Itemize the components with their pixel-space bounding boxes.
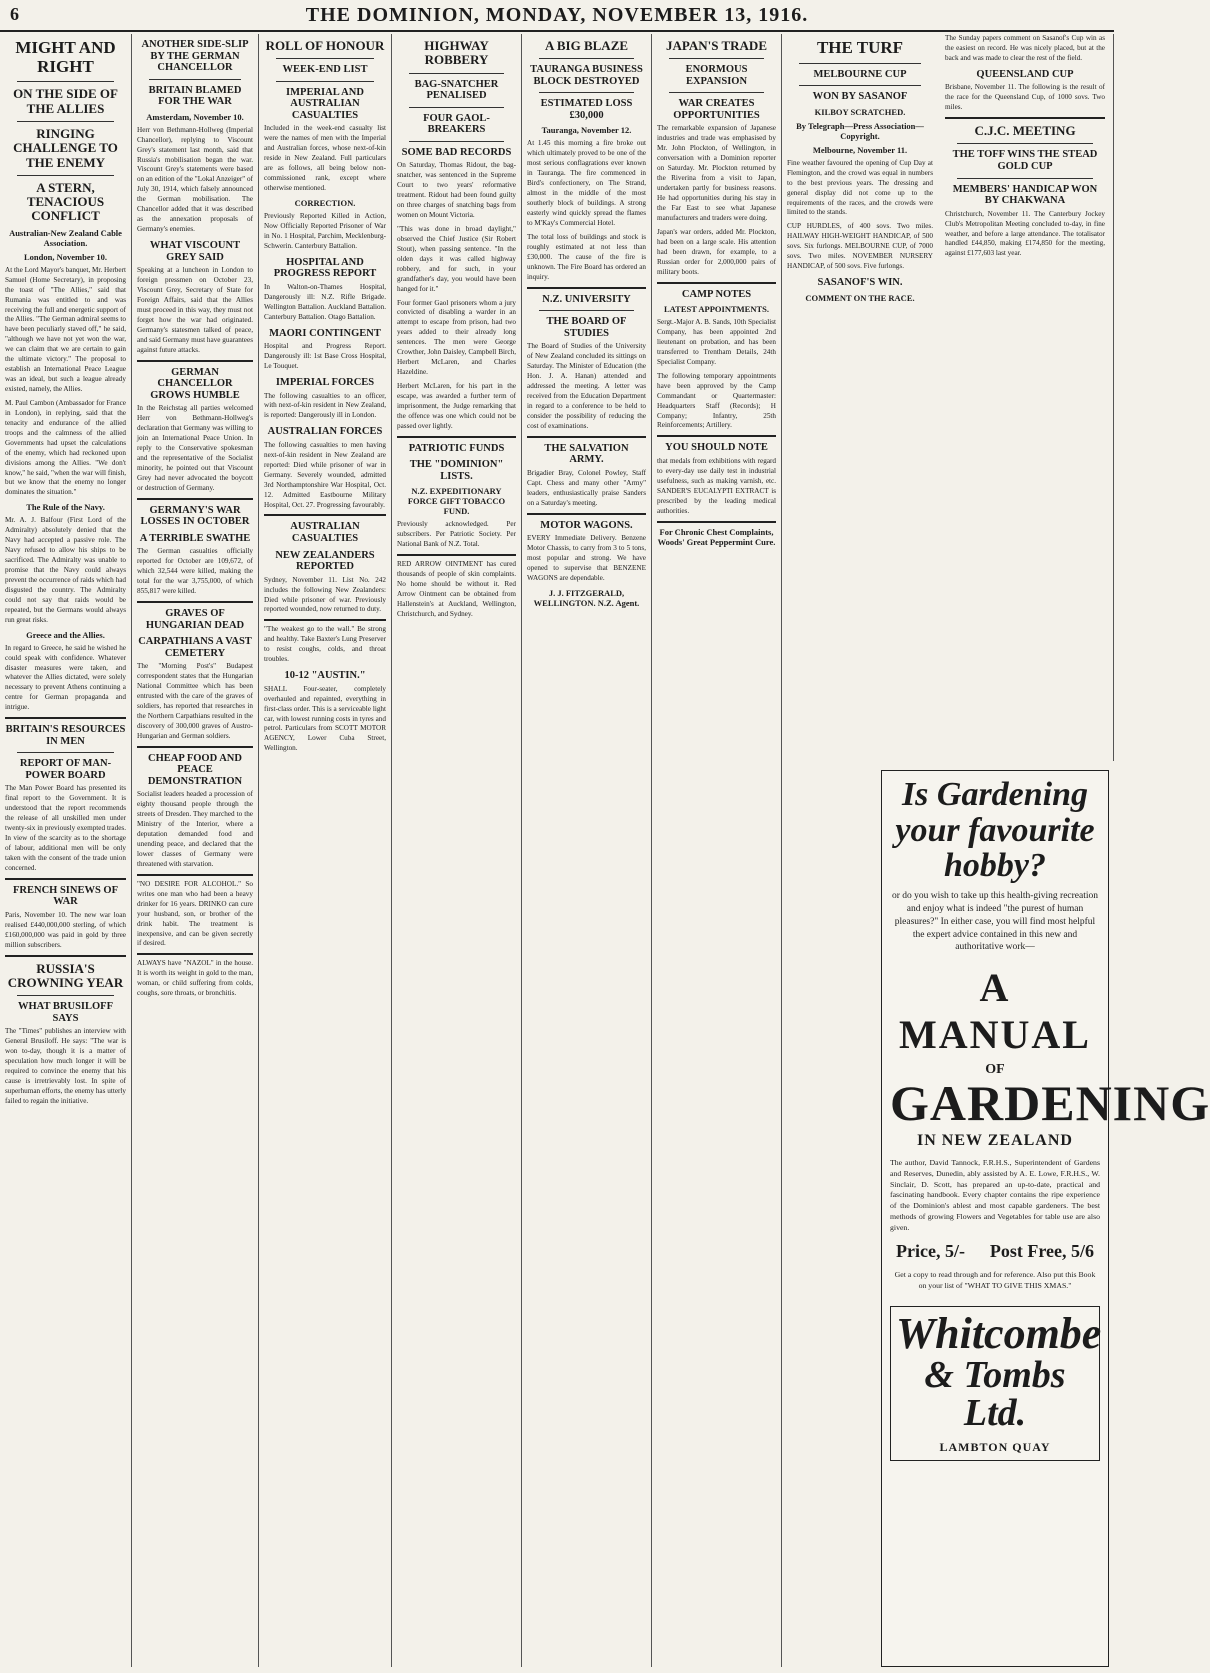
subheading: N.Z. EXPEDITIONARY FORCE GIFT TOBACCO FUND. xyxy=(407,486,506,517)
headline: GRAVES OF HUNGARIAN DEAD xyxy=(145,607,245,631)
headline: FOUR GAOL-BREAKERS xyxy=(423,112,490,136)
headline: HOSPITAL AND PROGRESS REPORT xyxy=(273,256,377,280)
headline: MELBOURNE CUP xyxy=(813,68,907,80)
column-1 xyxy=(0,34,132,1667)
article-text: Sydney, November 11. List No. 242 includes the following New Zealanders: Died while prisoner of war. Previously reported wounded, now returned to duty. xyxy=(264,575,386,614)
advertisement-text: For Chronic Chest Complaints, Woods' Great Peppermint Cure. xyxy=(657,526,776,547)
headline: IMPERIAL AND AUSTRALIAN CASUALTIES xyxy=(286,86,364,121)
article-text: Brigadier Bray, Colonel Powley, Staff Capt. Chess and many other "Army" leaders, enthusiastically praise Sanders on a Saturday's meeting. xyxy=(527,468,646,507)
source-line: Australian-New Zealand Cable Association. xyxy=(9,227,122,248)
headline: BRITAIN'S RESOURCES IN MEN xyxy=(5,724,126,747)
article-text: Socialist leaders headed a procession of eighty thousand people through the streets of Dresden. They marched to the Ministry of the Interior, where a deputation demanded food and unending peace, and declared that the lower classes of Germany were threatened with starvation. xyxy=(137,790,253,868)
article-text: Speaking at a luncheon in London to foreign pressmen on October 23, Viscount Grey, Secretary of State for Foreign Affairs, said that the Allies must proceed in this way, they must not forget how the war had originated. Germany's statesmen talked of peace, and said Germany must have guarantees against future attacks. xyxy=(137,266,253,354)
headline: PATRIOTIC FUNDS xyxy=(408,442,505,454)
advert-post: Post Free, 5/6 xyxy=(989,1241,1094,1262)
article-text: In regard to Greece, he said he wished he could speak with confidence. Whatever disaster measures were taken, and whatever the Allies dictated, were solely necessary to prevent Athens continuing a centre for German propaganda and intrigue. xyxy=(5,643,126,712)
headline: FRENCH SINEWS OF WAR xyxy=(12,884,118,908)
advertisement-text: EVERY Immediate Delivery. Benzene Motor Chassis, to carry from 3 to 5 tons, most popular and strong. We have opened to supervise that BENZENE WAGONS are dependable. xyxy=(527,534,646,582)
article-text: On Saturday, Thomas Ridout, the bag-snatcher, was sentenced in the Supreme Court to two years' reformative treatment. Ridout had been found guilty on three charges of snatching bags from women on Mount Victoria. xyxy=(397,161,516,220)
publisher-name-2: & Tombs Ltd. xyxy=(924,1353,1066,1434)
headline: A BIG BLAZE xyxy=(544,38,629,53)
subheading: LATEST APPOINTMENTS. xyxy=(663,304,770,315)
advert-price-row xyxy=(896,1241,1094,1262)
headline: MEMBERS' HANDICAP WON BY CHAKWANA xyxy=(952,183,1098,207)
article-text: The following casualties to an officer, with next-of-kin resident in New Zealand, is reported: Dangerously ill in London. xyxy=(264,391,386,420)
subheading: KILBOY SCRATCHED. xyxy=(814,106,906,117)
article-text: At the Lord Mayor's banquet, Mr. Herbert Samuel (Home Secretary), in proposing the toast of "The Allies," said that Rumania was entitled to and was receiving the full and energetic support of the Allies. "The German admiral seems to have been peculiarly staved off," he said, "although we have not yet won the war, we can claim that we are certain to gain the ultimate victory." The proposal to establish an International Peace League was an ideal, but such a league already existed, namely, the Allies. xyxy=(5,265,126,393)
subheading: The Rule of the Navy. xyxy=(26,502,105,513)
advert-price: Price, 5/- xyxy=(896,1241,965,1262)
publisher-name: Whitcombe xyxy=(896,1308,1102,1358)
headline: THE SALVATION ARMY. xyxy=(544,442,629,466)
headline: CHEAP FOOD AND PEACE DEMONSTRATION xyxy=(147,752,243,787)
article-text: Mr. A. J. Balfour (First Lord of the Admiralty) absolutely denied that the Navy had accepted a passive role. The Navy refused to allow his ships to be sacrificed. The Admiralty was unable to promise that the Navy could always prevent the occurrence of raids which had disgusted the country. The Admiralty could not say that raids would be repeated, but the Germans would always run great risks. xyxy=(5,516,126,624)
column-5 xyxy=(522,34,652,1667)
advertisement-text: RED ARROW OINTMENT has cured thousands of people of skin complaints. No home should be without it. Red Arrow Ointment can be obtained from Hallenstein's at Auckland, Wellington, Christchurch, and Sydney. xyxy=(397,560,516,618)
headline: SOME BAD RECORDS xyxy=(401,146,512,158)
headline: THE TOFF WINS THE STEAD GOLD CUP xyxy=(952,149,1098,173)
headline: THE TURF xyxy=(816,38,904,57)
article-text: The Board of Studies of the University of New Zealand concluded its sittings on Saturday. The Minister of Education (the Hon. J. A. Hanan) attended and addressed the meeting. A letter was received from the Education Department in regard to a conference to be held to consider the possibility of reducing the cost of examinations. xyxy=(527,342,646,430)
headline: WEEK-END LIST xyxy=(282,64,368,76)
article-text: Previously acknowledged. Per subscribers. Per Patriotic Society. Per National Bank of N.Z. Total. xyxy=(397,520,516,549)
headline: BAG-SNATCHER PENALISED xyxy=(414,78,499,102)
article-text: Japan's war orders, added Mr. Plockton, had been on a large scale. His attention had been drawn, for example, to a Russian order for 2,000,000 pairs of military boots. xyxy=(657,227,776,276)
headline: WON BY SASANOF xyxy=(812,91,908,103)
article-text: The "Morning Post's" Budapest correspondent states that the Hungarian National Committee which has been entrusted with the care of the graves of soldiers, has reported that researches in the Northern Carpathians resulted in the discovery of 300,000 graves of Austro-Hungarian and German soldiers. xyxy=(137,662,253,740)
headline: JAPAN'S TRADE xyxy=(665,38,767,53)
article-text: The remarkable expansion of Japanese industries and trade was emphasised by Mr. John Plockton, of Wellington, in conversation with a Dominion reporter on Saturday. Mr. Plockton returned by the Riverina from a visit to Japan, undertaken partly for business reasons. He had opportunities during his stay in the Far East to see what Japanese manufacturers and traders were doing. xyxy=(657,124,776,222)
advertisement-text: "The weakest go to the wall." Be strong and healthy. Take Baxter's Lung Preserver to resist coughs, colds, and throat troubles. xyxy=(264,625,386,664)
headline: WAR CREATES OPPORTUNITIES xyxy=(673,98,760,121)
headline: CARPATHIANS A VAST CEMETERY xyxy=(138,636,252,659)
column-6 xyxy=(652,34,782,1667)
headline: ANOTHER SIDE-SLIP BY THE GERMAN CHANCELLOR xyxy=(141,39,249,74)
article-text: Herr von Bethmann-Hollweg (Imperial Chancellor), replying to Viscount Grey's statement last month, said that Russia's mobilisation began the war. Viscount Grey's statements were based on an edition of the "Lokal Anzeiger" of July 30, 1914, which falsely announced the German mobilisation. The Chancellor added that it was described as the annexation proposals of Germany's enemies. xyxy=(137,125,253,234)
headline: THE BOARD OF STUDIES xyxy=(546,316,627,339)
column-2 xyxy=(132,34,259,1667)
headline: QUEENSLAND CUP xyxy=(976,68,1074,80)
turf-section xyxy=(787,34,933,307)
dateline: Tauranga, November 12. xyxy=(541,125,632,136)
subheading: COMMENT ON THE RACE. xyxy=(805,292,915,303)
article-text: Hospital and Progress Report. Dangerously ill: 1st Base Cross Hospital, Le Touquet. xyxy=(264,342,386,371)
article-text: Christchurch, November 11. The Canterbury Jockey Club's Metropolitan Meeting concluded to-day, in fine weather, and before a large attendance. The totalisator handled £44,850, making £174,850 for the meeting, against £177,603 last year. xyxy=(945,209,1105,258)
article-text: The following casualties to men having next-of-kin resident in New Zealand are reported: Died while prisoner of war in Germany. Severely wounded, admitted 3rd Northamptonshire War Hospital, Oct. 12. Admitted Eastbourne Military Hospital, Oct. 27. Progressing favourably. xyxy=(264,440,386,509)
publisher-address: LAMBTON QUAY xyxy=(939,1439,1051,1454)
article-text: Brisbane, November 11. The following is the result of the race for the Queensland Cup, of 1000 sovs. Two miles. xyxy=(945,83,1105,112)
headline: WHAT BRUSILOFF SAYS xyxy=(17,1001,113,1024)
advert-title: A MANUAL xyxy=(899,965,1091,1058)
advertisement-text: ALWAYS have "NAZOL" in the house. It is worth its weight in gold to the man, woman, or child suffering from colds, coughs, sore throats, or bronchitis. xyxy=(137,959,253,998)
advert-title-nz: IN NEW ZEALAND xyxy=(917,1132,1073,1150)
article-text: At 1.45 this morning a fire broke out which ultimately proved to be one of the most serious conflagrations ever known in Tauranga. The fire commenced in Bird's confectionery, on The Strand, almost in the middle of the most southerly block of buildings. A strong easterly wind quickly spread the flames to M'Kay's Commercial Hotel. xyxy=(527,139,646,227)
headline: C.J.C. MEETING xyxy=(974,123,1076,139)
article-text: Sergt.-Major A. B. Sands, 10th Specialist Company, has been appointed 2nd lieutenant on probation, and has been transferred to Trentham Details, 24th Specialist Company. xyxy=(657,318,776,366)
advert-title-gardening: GARDENING xyxy=(890,1075,1210,1132)
headline: SASANOF'S WIN. xyxy=(817,277,903,289)
column-3 xyxy=(259,34,392,1667)
advert-question: or do you wish to take up this health-giving recreation and enjoy what is indeed "the purest of human pleasures?" In either case, you will find most helpful the expert advice contained in this new and authoritative work— xyxy=(891,891,1099,953)
article-text: Paris, November 10. The new war loan realised £440,000,000 sterling, of which £160,000,000 was paid in gold by three million subscribers. xyxy=(5,910,126,949)
headline: CAMP NOTES xyxy=(681,288,752,300)
headline: ESTIMATED LOSS £30,000 xyxy=(540,98,633,121)
dateline: Melbourne, November 11. xyxy=(812,144,908,155)
subheading: Greece and the Allies. xyxy=(26,629,105,640)
headline: BRITAIN BLAMED FOR THE WAR xyxy=(148,84,242,108)
headline: NEW ZEALANDERS REPORTED xyxy=(275,549,375,573)
article-text: The Man Power Board has presented its final report to the Government. It is understood that the report recommends the release of all unskilled men under twenty-six in previously exempted trades. In view of the scarcity as to the shortage of labour, additional men will be only taken with the consent of the trade union concerned. xyxy=(5,784,126,872)
publisher-box xyxy=(890,1306,1100,1461)
headline: GERMAN CHANCELLOR GROWS HUMBLE xyxy=(150,366,240,401)
article-text: M. Paul Cambon (Ambassador for France in London), in replying, said that the tenacity and endurance of the allied troops and the calmness of the allied Governments had upset the calculations of the enemy, which had reckoned upon divisions among the Allies. "We don't know," he said, "when the war will finish, but we know that the enemy no longer dominates the situation." xyxy=(5,398,126,497)
gardening-advertisement xyxy=(881,770,1210,1667)
column-7 xyxy=(782,34,1114,761)
headline: AUSTRALIAN CASUALTIES xyxy=(290,521,360,545)
article-text: Fine weather favoured the opening of Cup Day at Flemington, and the crowd was equal in numbers to the best previous years. The dressing and general display did not come up to the requirements of the races, and the crowds were limited to the stands. xyxy=(787,158,933,217)
headline: ROLL OF HONOUR xyxy=(265,38,385,53)
advert-order: Get a copy to read through and for reference. Also put this Book on your list of "WHAT TO GIVE THIS XMAS." xyxy=(894,1270,1096,1291)
article-text: In the Reichstag all parties welcomed Herr von Bethmann-Hollweg's declaration that Germany was willing to join an International Peace Union. In reply to the Conservative spokesman and the representative of the Socialist minority, he pointed out that Viscount Grey had never advocated the boycott or destruction of Germany. xyxy=(137,404,253,492)
turf-section-continued xyxy=(945,34,1105,263)
headline: HIGHWAY ROBBERY xyxy=(424,38,489,68)
article-text: "This was done in broad daylight," observed the Chief Justice (Sir Robert Stout), when passing sentence. "In the olden days it was called highway robbery, and for such, in your grandfather's day, you would have been hanged for it." xyxy=(397,224,516,293)
headline: AUSTRALIAN FORCES xyxy=(267,426,383,438)
headline: MOTOR WAGONS. xyxy=(540,519,633,531)
advert-body: The author, David Tannock, F.R.H.S., Superintendent of Gardens and Reserves, Dunedin, ably assisted by A. E. Lowe, F.R.H.S., W. Sinclair, D. Scott, has prepared an up-to-date, practical and fascinating handbook. Every chapter contains the ripe experience of the Dominion's ablest and most capable gardeners. The best methods of growing Flowers and Vegetables for table use are also given. xyxy=(890,1158,1100,1232)
advertisement-text: SHALL Four-seater, completely overhauled and repainted, everything in first-class order. This is a serviceable light car, with lowest running costs in tyres and petrol. Particulars from SCOTT MOTOR AGENCY, Lower Cuba Street, Wellington. xyxy=(264,684,386,753)
article-text: The following temporary appointments have been approved by the Camp Commandant or Quartermaster: Headquarters Staff (Records); H Company; Infantry, 25th Reinforcements; Artillery. xyxy=(657,371,776,430)
source-line: By Telegraph—Press Association—Copyright. xyxy=(796,120,924,141)
headline: IMPERIAL FORCES xyxy=(275,377,375,388)
article-text: The total loss of buildings and stock is roughly estimated at not less than £30,000. The cause of the fire is unknown. The Fire Board has ordered an inquiry. xyxy=(527,232,646,281)
newspaper-title: THE DOMINION, MONDAY, NOVEMBER 13, 1916. xyxy=(305,4,809,26)
advertisement-text: that medals from exhibitions with regard to every-day use daily test in industrial usefulness, such as making varnish, etc. SANDER'S EUCALYPTI EXTRACT is prescribed by the leading medical authorities. xyxy=(657,456,776,515)
headline: WHAT VISCOUNT GREY SAID xyxy=(149,240,241,263)
article-text: The "Times" publishes an interview with General Brusiloff. He says: "The war is won to-day, though it is a matter of speculation how much longer it will be required to convince the enemy that his cause is irretrievably lost. In spite of superhuman efforts, the enemy has utterly failed to regain the initiative. xyxy=(5,1027,126,1105)
headline: THE "DOMINION" LISTS. xyxy=(409,459,504,482)
article-text: The Sunday papers comment on Sasanof's Cup win as the easiest on record. He was nicely placed, but at the back and was made to clear the rest of the field. xyxy=(945,34,1105,62)
headline: ON THE SIDE OF THE ALLIES xyxy=(13,86,118,116)
headline: ENORMOUS EXPANSION xyxy=(685,64,748,87)
headline: YOU SHOULD NOTE xyxy=(665,442,768,454)
headline: REPORT OF MAN-POWER BOARD xyxy=(19,758,112,781)
headline: MAORI CONTINGENT xyxy=(269,327,381,339)
column-4 xyxy=(392,34,522,1667)
page-number: 6 xyxy=(10,4,19,24)
article-text: Previously Reported Killed in Action, Now Officially Reported Prisoner of War in No. 1 Hospital, Parchim, Mecklenburg-Schwerin. Canterbury Battalion. xyxy=(264,212,386,250)
headline: RUSSIA'S CROWNING YEAR xyxy=(7,960,124,990)
subheading: CORRECTION. xyxy=(294,198,356,209)
advertisement-text: "NO DESIRE FOR ALCOHOL." So writes one man who had been a heavy drinker for 16 years. DRINKO can cure your husband, son, or brother of the drink habit. The treatment is inexpensive, and can be given secretly if desired. xyxy=(137,879,253,948)
advertisement-heading: 10-12 "AUSTIN." xyxy=(284,670,366,682)
article-text: Included in the week-end casualty list were the names of men with the Imperial and Australian forces, whose next-of-kin reside in New Zealand. Full particulars are as follows, all being below non-commissioned rank, except where otherwise mentioned. xyxy=(264,124,386,193)
article-text: The German casualties officially reported for October are 109,672, of which 32,544 were killed, making the total for the war 3,755,000, of which 855,817 were killed. xyxy=(137,547,253,596)
masthead xyxy=(0,0,1114,32)
headline: MIGHT AND RIGHT xyxy=(15,38,116,76)
advertiser: J. J. FITZGERALD, WELLINGTON. N.Z. Agent. xyxy=(533,587,640,608)
headline: A TERRIBLE SWATHE xyxy=(139,532,251,544)
dateline: Amsterdam, November 10. xyxy=(146,111,244,122)
dateline: London, November 10. xyxy=(24,251,107,262)
article-text: In Walton-on-Thames Hospital, Dangerously ill: N.Z. Rifle Brigade. Wellington Battalion. Auckland Battalion. Canterbury Battalion. Otago Battalion. xyxy=(264,282,386,321)
advert-headline: Is Gardening your favourite hobby? xyxy=(895,776,1095,885)
headline: RINGING CHALLENGE TO THE ENEMY xyxy=(13,125,118,170)
advert-title-of: OF xyxy=(985,1062,1005,1078)
article-text: Four former Gaol prisoners whom a jury convicted of disabling a warder in an attempt to escape from prison, had two years added to their already long sentences. The men were George Crowther, John Daisley, Campbell Birch, Herbert McLaren, and Charles Hazeldine. xyxy=(397,298,516,377)
article-text: CUP HURDLES, of 400 sovs. Two miles. HAILWAY HIGH-WEIGHT HANDICAP, of 500 sovs. Six furlongs. MELBOURNE CUP, of 7000 sovs. Two miles. NOVEMBER NURSERY HANDICAP, of 500 sovs. Five furlongs. xyxy=(787,222,933,271)
article-text: Herbert McLaren, for his part in the escape, was awarded a further term of imprisonment, the Judge remarking that the offence was one which could not be passed over lightly. xyxy=(397,382,516,430)
headline: TAURANGA BUSINESS BLOCK DESTROYED xyxy=(530,64,643,87)
headline: GERMANY'S WAR LOSSES IN OCTOBER xyxy=(140,504,250,528)
headline: N.Z. UNIVERSITY xyxy=(542,293,631,305)
headline: A STERN, TENACIOUS CONFLICT xyxy=(26,179,105,224)
